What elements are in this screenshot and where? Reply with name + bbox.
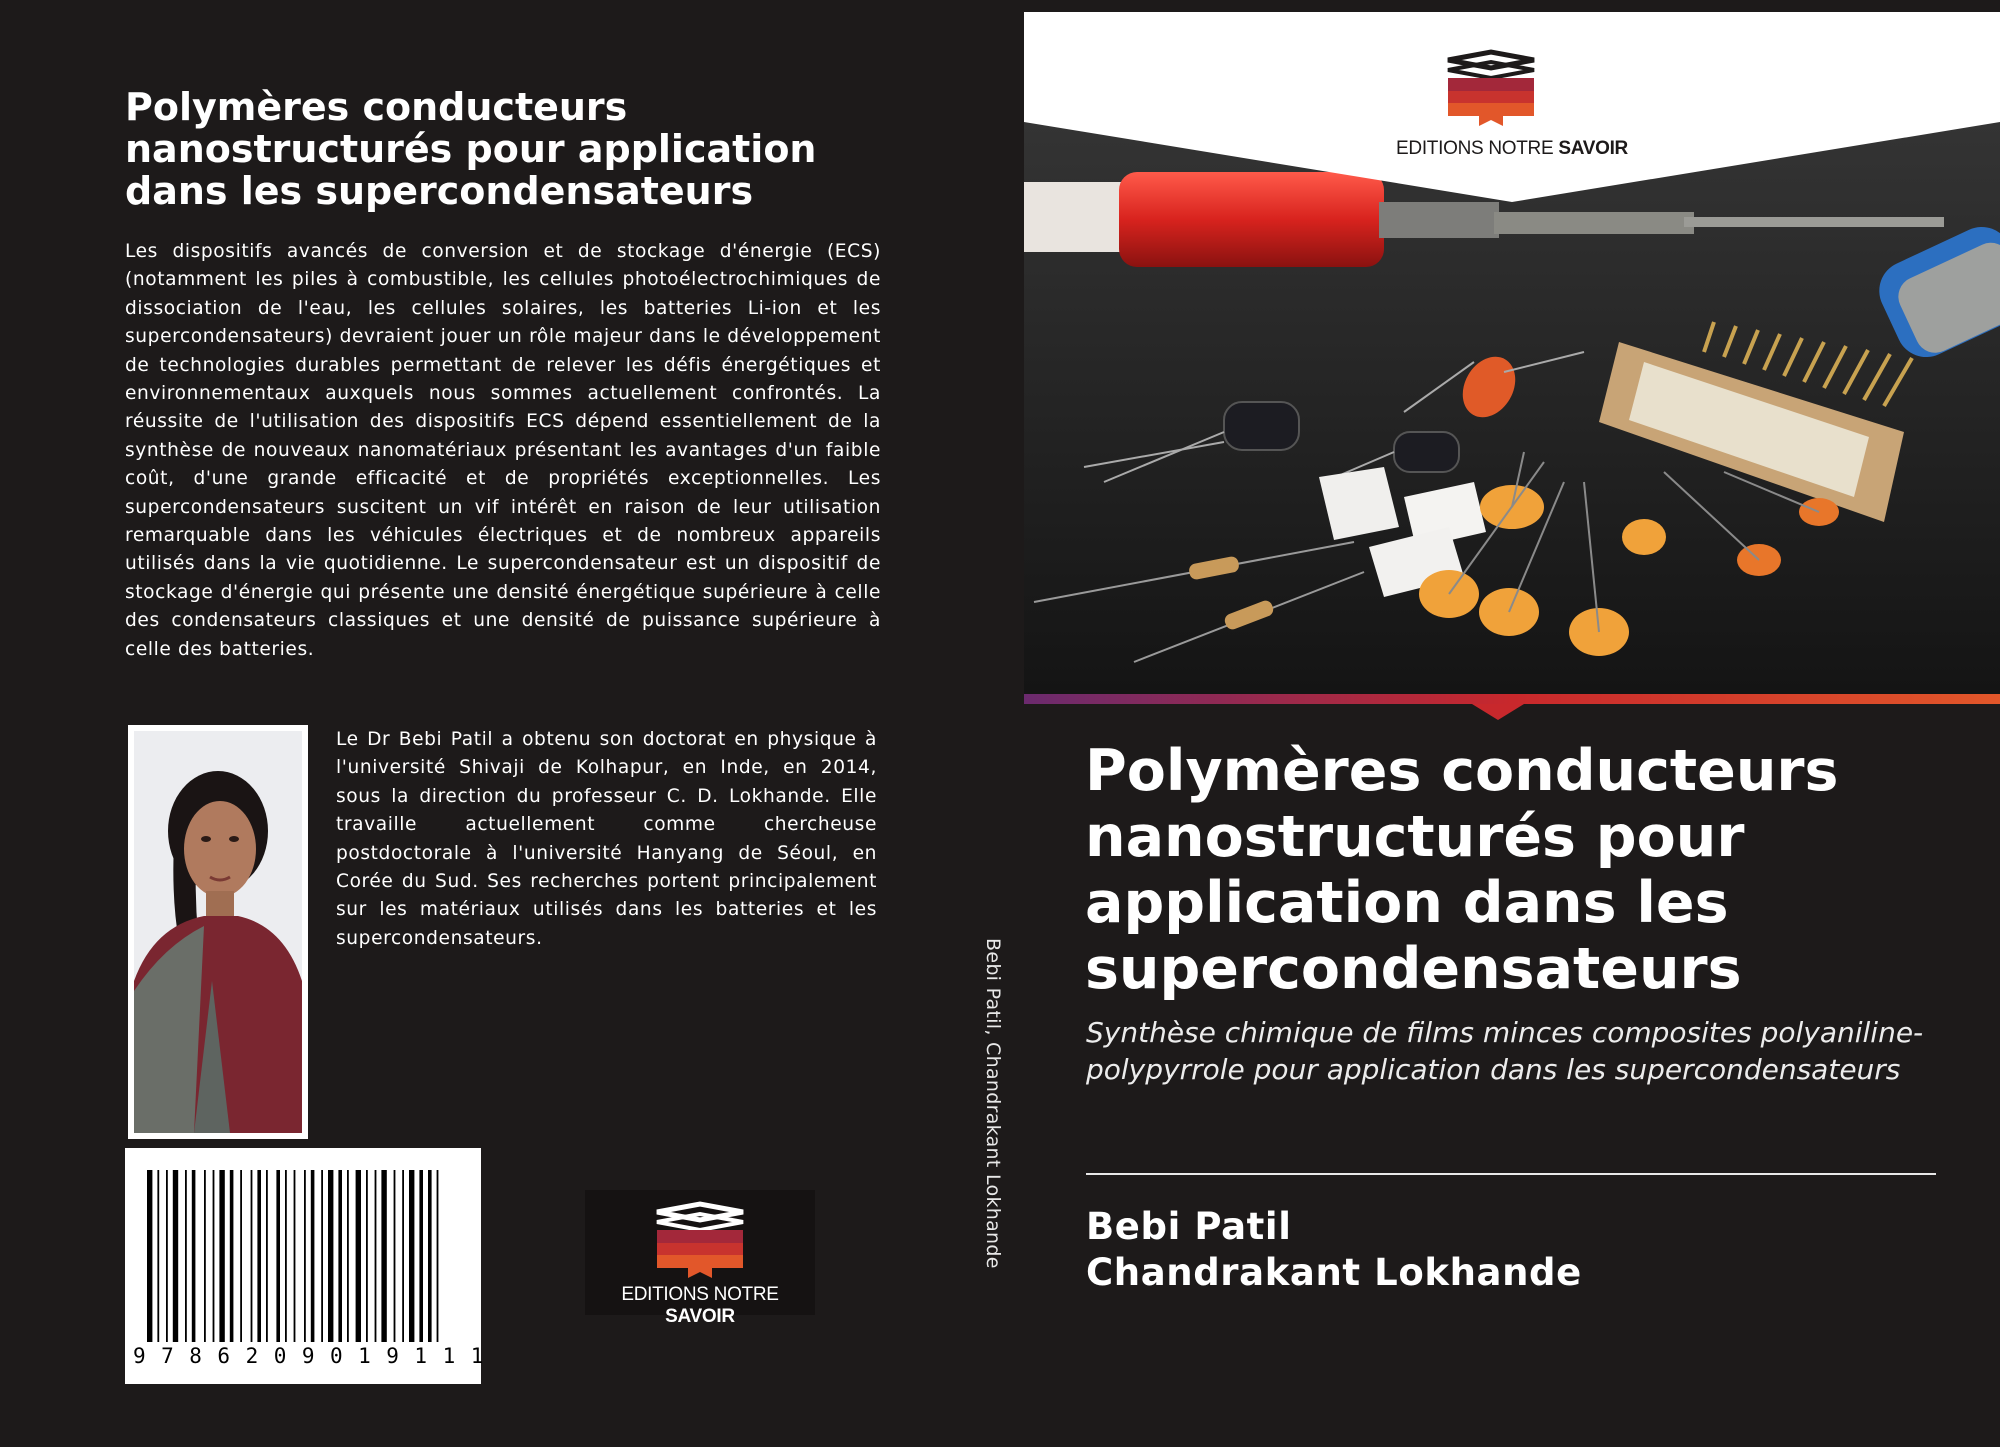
barcode-bar bbox=[409, 1170, 414, 1342]
barcode-bar bbox=[251, 1170, 253, 1342]
barcode-bar bbox=[230, 1170, 234, 1342]
barcode-bar bbox=[257, 1170, 261, 1342]
barcode-bar bbox=[356, 1170, 361, 1342]
barcode-bar bbox=[347, 1170, 349, 1342]
barcode-bar bbox=[366, 1170, 368, 1342]
barcode-bar bbox=[381, 1170, 386, 1342]
barcode-bar bbox=[428, 1170, 432, 1342]
cover-title: Polymères conducteurs nanostructurés pour application dans les supercondensateurs bbox=[1085, 738, 1839, 1002]
logo-text-bold: SAVOIR bbox=[665, 1306, 735, 1327]
isbn-number: 9786209019111 bbox=[133, 1344, 499, 1368]
front-logo-text-bold: SAVOIR bbox=[1558, 138, 1628, 159]
barcode-bar bbox=[276, 1170, 280, 1342]
barcode-bar bbox=[304, 1170, 306, 1342]
barcode-bar bbox=[192, 1170, 196, 1342]
barcode-bars bbox=[125, 1148, 481, 1348]
author-2: Chandrakant Lokhande bbox=[1086, 1251, 1582, 1294]
back-publisher-logo bbox=[585, 1190, 815, 1327]
back-cover-title: Polymères conducteurs nanostructurés pour application dans les supercondensateurs bbox=[125, 85, 817, 213]
barcode-bar bbox=[185, 1170, 187, 1342]
barcode-bar bbox=[419, 1170, 423, 1342]
author-bio: Le Dr Bebi Patil a obtenu son doctorat en physique à l'université Shivaji de Kolhapur, en Inde, en 2014, sous la direction du professeur C. D. Lokhande. Elle travaille actuellement comme chercheuse postdoctorale à l'université Hanyang de Séoul, en Corée du Sud. Ses recherches portent principalement sur les matériaux utilisés dans les batteries et les supercondensateurs. bbox=[336, 729, 877, 949]
barcode-bar bbox=[402, 1170, 404, 1342]
back-cover-blurb: Les dispositifs avancés de conversion et de stockage d'énergie (ECS) (notamment les piles à combustible, les cellules photoélectrochimiques de dissociation de l'eau, les cellules solaires, les batteries Li-ion et les supercondensateurs) devraient jouer un rôle majeur dans le développement de technologies durables permettant de relever les défis énergétiques et environnementaux auxquels nous sommes actuellement confrontés. La réussite de l'utilisation des dispositifs ECS dépend essentiellement de la synthèse de nouveaux nanomatériaux présentant les avantages d'un faible coût, d'une grande efficacité et de propriétés exceptionnelles. Les supercondensateurs suscitent un vif intérêt en raison de leur utilisation remarquable dans les véhicules électriques et de nombreux appareils utilisés dans la vie quotidienne. Le supercondensateur est un dispositif de stockage d'énergie qui présente une densité énergétique supérieure à celle des condensateurs classiques et une densité de puissance supérieure à celle des batteries. bbox=[125, 241, 881, 660]
author-1: Bebi Patil bbox=[1086, 1205, 1292, 1248]
barcode-bar bbox=[266, 1170, 268, 1342]
cover-gradient-bar bbox=[1024, 694, 2000, 724]
cover-photo bbox=[1024, 12, 2000, 694]
barcode-bar bbox=[219, 1170, 224, 1342]
barcode-bar bbox=[394, 1170, 396, 1342]
barcode bbox=[125, 1148, 499, 1384]
barcode-bar bbox=[437, 1170, 439, 1342]
book-logo-icon bbox=[585, 1190, 815, 1280]
barcode-bar bbox=[147, 1170, 152, 1342]
author-portrait-illustration bbox=[134, 731, 302, 1133]
barcode-bar bbox=[294, 1170, 296, 1342]
spine-authors: Bebi Patil, Chandrakant Lokhande bbox=[982, 938, 1004, 1269]
barcode-bar bbox=[204, 1170, 206, 1342]
barcode-bar bbox=[240, 1170, 242, 1342]
barcode-bar bbox=[328, 1170, 333, 1342]
cover-divider bbox=[1086, 1173, 1936, 1175]
author-photo bbox=[134, 731, 302, 1133]
barcode-bar bbox=[157, 1170, 159, 1342]
barcode-bar bbox=[213, 1170, 215, 1342]
electronic-components-photo bbox=[1024, 12, 2000, 694]
barcode-bar bbox=[321, 1170, 323, 1342]
logo-text-prefix: EDITIONS NOTRE bbox=[621, 1284, 779, 1305]
barcode-bar bbox=[338, 1170, 342, 1342]
barcode-bar bbox=[311, 1170, 315, 1342]
barcode-bar bbox=[285, 1170, 287, 1342]
author-photo-frame bbox=[128, 725, 308, 1139]
barcode-bar bbox=[173, 1170, 178, 1342]
cover-subtitle: Synthèse chimique de films minces composites polyaniline-polypyrrole pour application dans les supercondensateurs bbox=[1086, 1016, 1924, 1086]
front-book-logo-icon bbox=[1448, 52, 1534, 126]
front-logo-text-prefix: EDITIONS NOTRE bbox=[1396, 138, 1559, 159]
barcode-bar bbox=[166, 1170, 168, 1342]
barcode-bar bbox=[375, 1170, 377, 1342]
